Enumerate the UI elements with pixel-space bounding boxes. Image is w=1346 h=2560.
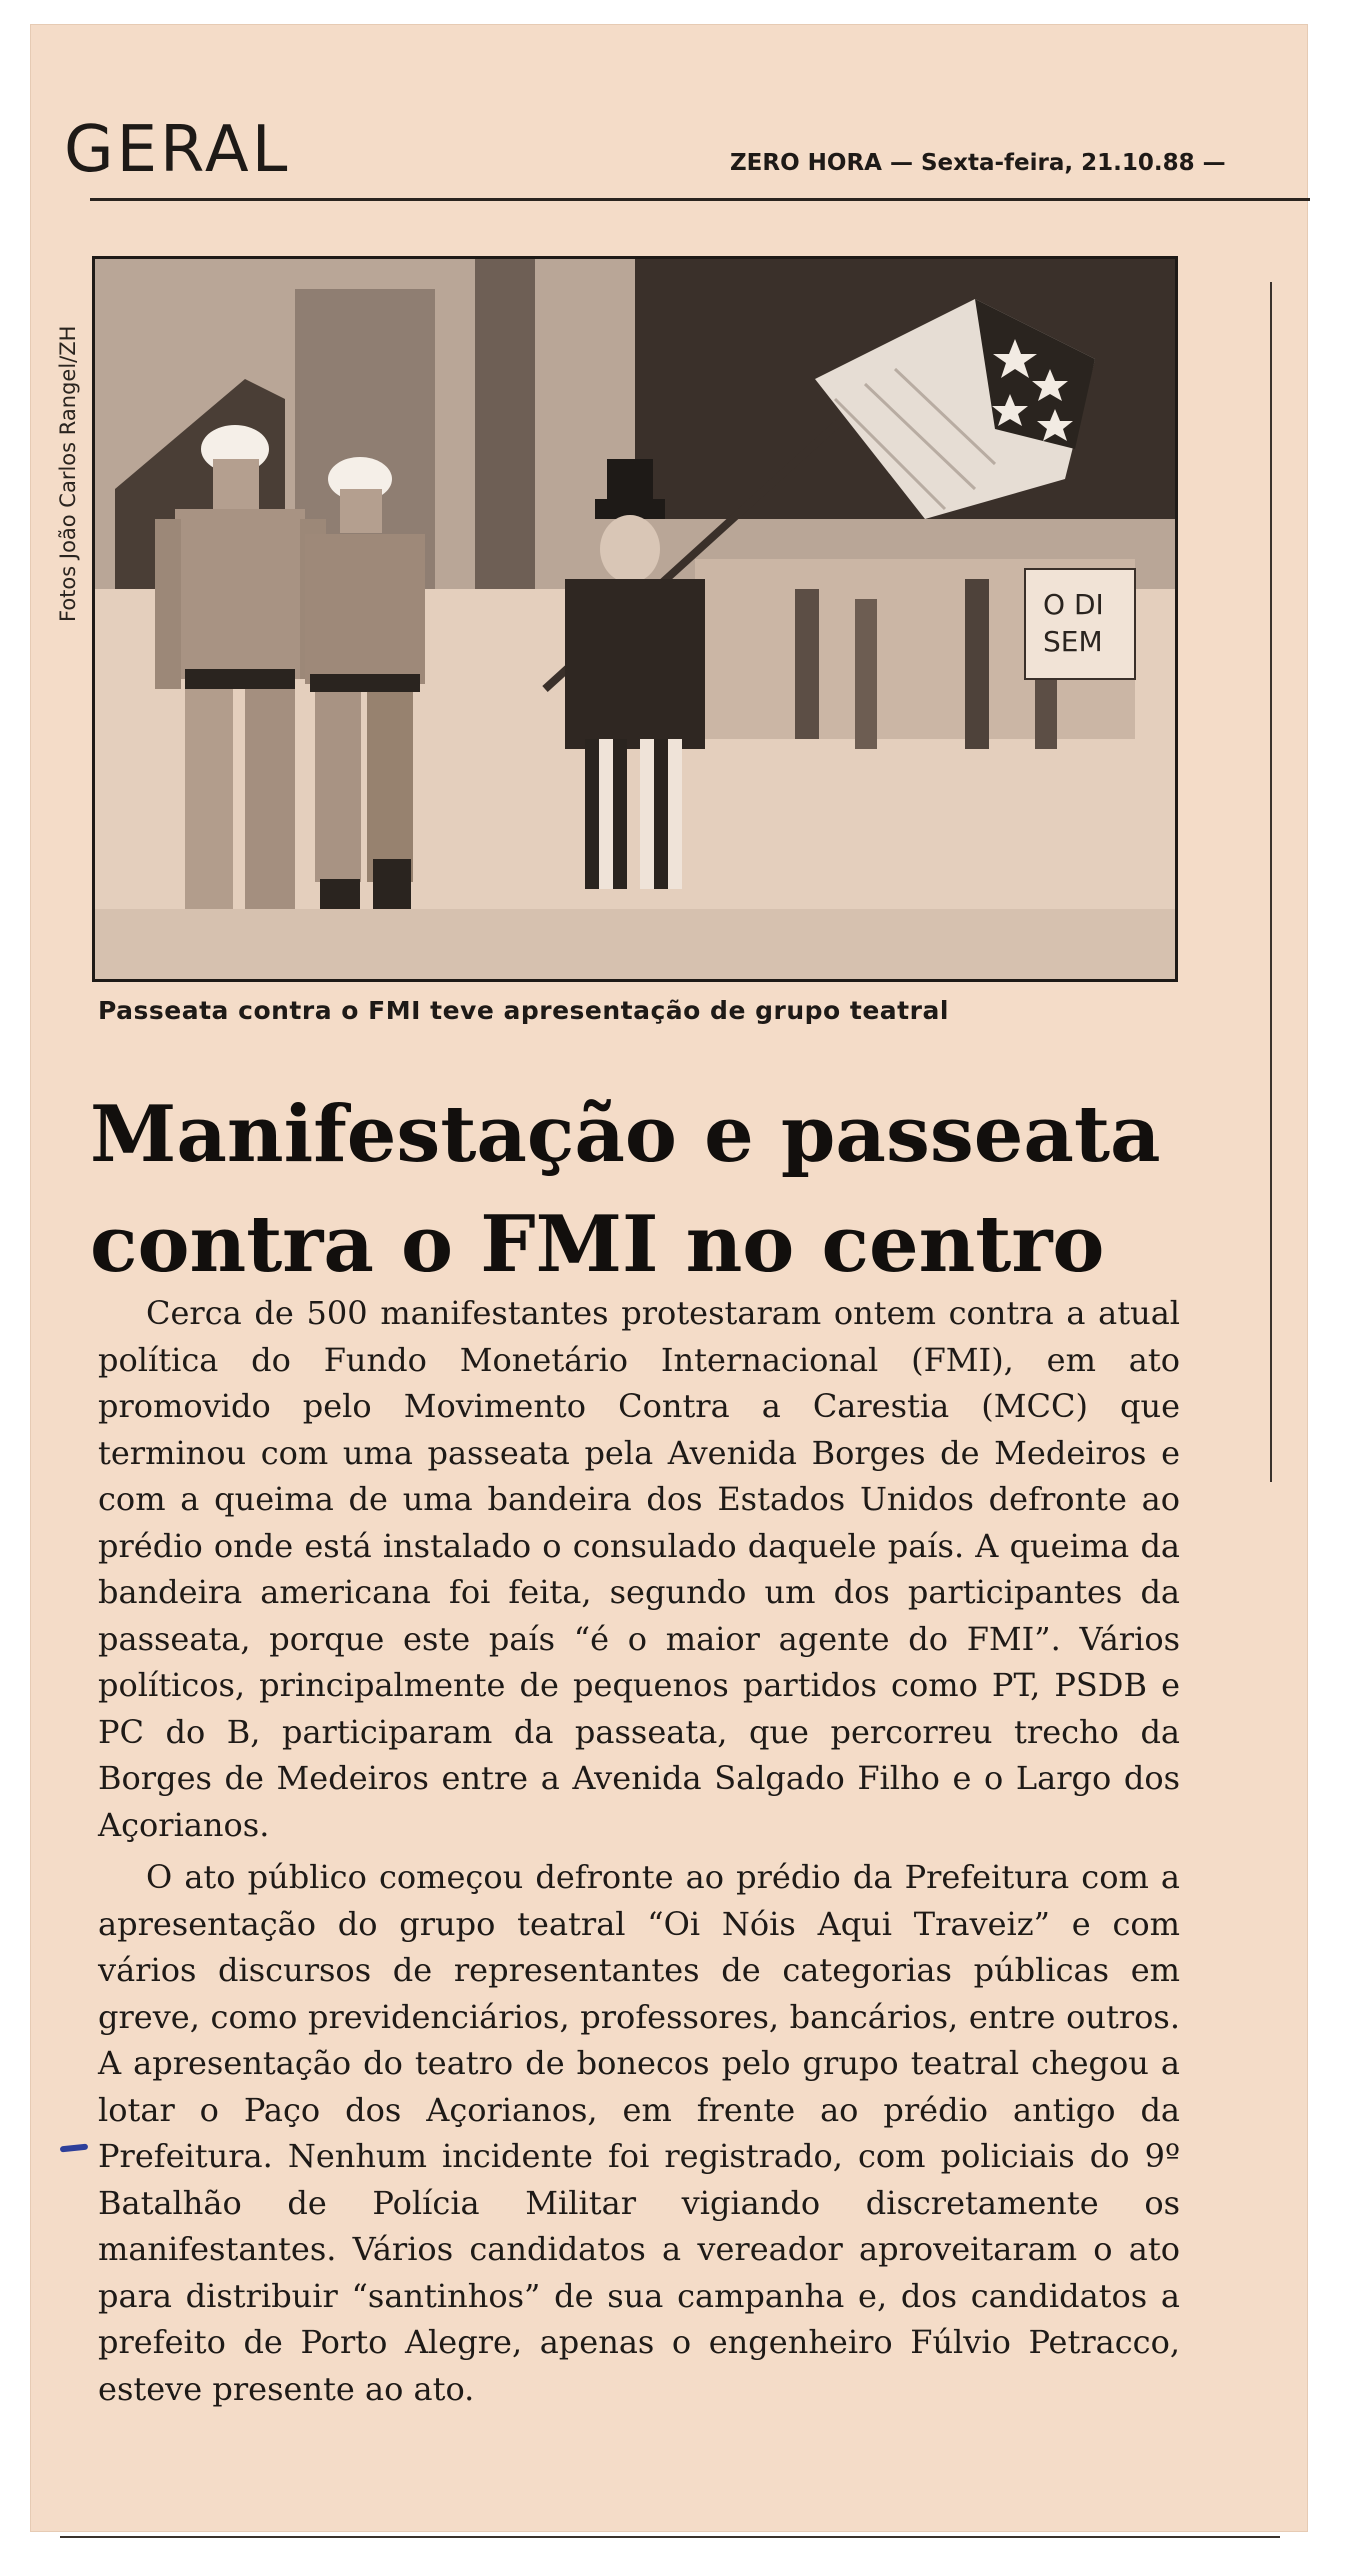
- publication-dateline: ZERO HORA — Sexta-feira, 21.10.88 —: [730, 150, 1226, 176]
- photo-caption: Passeata contra o FMI teve apresentação de grupo teatral: [98, 996, 949, 1025]
- section-label: GERAL: [64, 113, 291, 187]
- article-paragraph-2: O ato público começou defronte ao prédio da Prefeitura com a apresentação do grupo teatral “Oi Nóis Aqui Traveiz” e com vários discursos de representantes de categorias públicas em greve, como previdenciários, professores, bancários, entre outros. A apresentação do teatro de bonecos pelo grupo teatral chegou a lotar o Paço dos Açorianos, em frente ao prédio antigo da Prefeitura. Nenhum incidente foi registrado, com policiais do 9º Batalhão de Polícia Militar vigiando discretamente os manifestantes. Vários candidatos a vereador aproveitaram o ato para distribuir “santinhos” de sua campanha e, dos candidatos a prefeito de Porto Alegre, apenas o engenheiro Fúlvio Petracco, esteve presente ao ato.: [98, 1858, 1180, 2408]
- headline-line-1: Manifestação e passeata: [90, 1089, 1161, 1180]
- header-rule: [90, 198, 1310, 201]
- headline: [90, 1080, 1240, 1300]
- column-rule: [1270, 282, 1272, 1482]
- bottom-rule: [60, 2536, 1280, 2538]
- headline-line-2: contra o FMI no centro: [90, 1199, 1105, 1290]
- sign-text-2: SEM: [1043, 625, 1103, 658]
- article-body: [98, 1290, 1180, 2418]
- sign-text-1: O DI: [1043, 588, 1104, 621]
- photo-credit: Fotos João Carlos Rangel/ZH: [56, 325, 80, 622]
- article-paragraph-1: Cerca de 500 manifestantes protestaram ontem contra a atual política do Fundo Monetário Internacional (FMI), em ato promovido pelo Movimento Contra a Carestia (MCC) que terminou com uma passeata pela Avenida Borges de Medeiros e com a queima de uma bandeira dos Estados Unidos defronte ao prédio onde está instalado o consulado daquele país. A queima da bandeira americana foi feita, segundo um dos participantes da passeata, porque este país “é o maior agente do FMI”. Vários políticos, principalmente de pequenos partidos como PT, PSDB e PC do B, participaram da passeata, que percorreu trecho da Borges de Medeiros entre a Avenida Salgado Filho e o Largo dos Açorianos.: [98, 1294, 1180, 1844]
- photo-illustration: [95, 259, 1175, 979]
- news-photo: [92, 256, 1178, 982]
